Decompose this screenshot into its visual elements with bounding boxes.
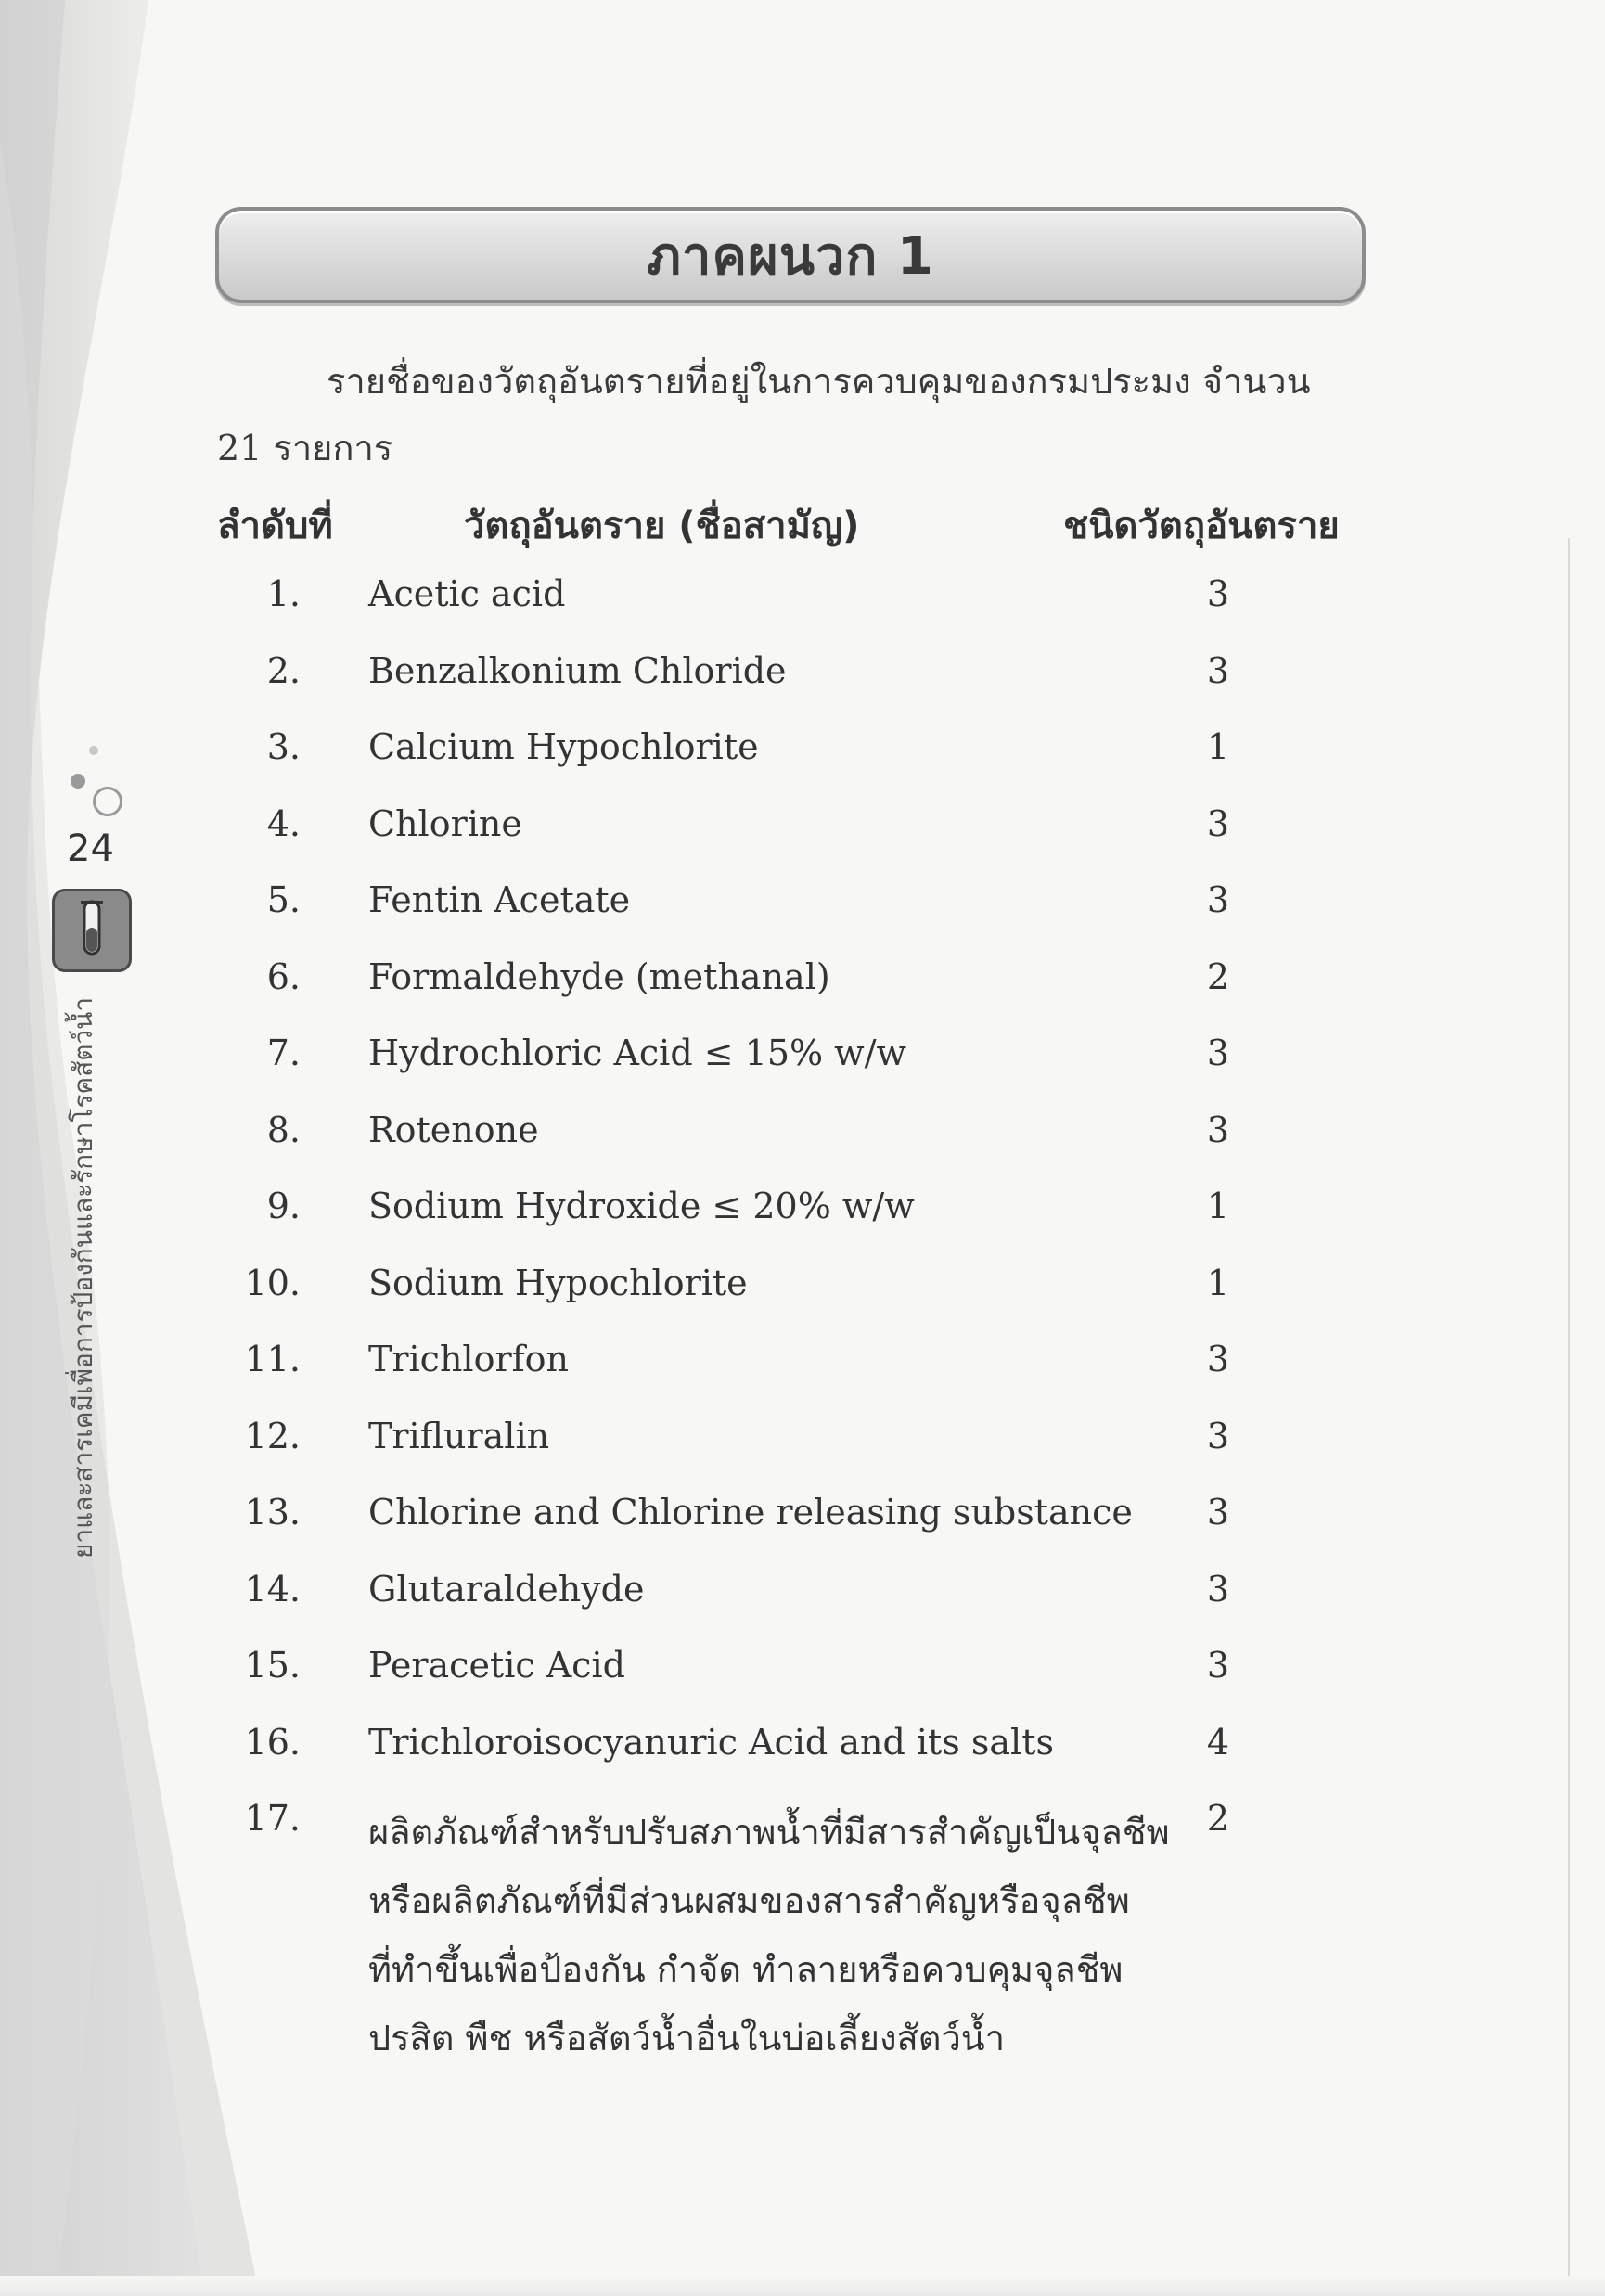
item-17-line: ที่ทำขึ้นเพื่อป้องกัน กำจัด ทำลายหรือควบคุมจุลชีพ bbox=[368, 1949, 1124, 1990]
item-type: 3 bbox=[1206, 573, 1230, 614]
item-type: 3 bbox=[1206, 879, 1230, 920]
item-name: Benzalkonium Chloride bbox=[368, 649, 787, 691]
item-number: 1. bbox=[266, 573, 301, 614]
item-number: 6. bbox=[266, 956, 301, 997]
item-type: 3 bbox=[1206, 1339, 1230, 1379]
item-name: Trichlorfon bbox=[368, 1339, 570, 1379]
item-number: 2. bbox=[266, 649, 301, 691]
item-number: 11. bbox=[244, 1339, 301, 1379]
list-item bbox=[0, 879, 1605, 956]
item-number: 13. bbox=[244, 1492, 301, 1533]
item-type: 3 bbox=[1206, 649, 1230, 691]
item-type: 2 bbox=[1206, 1798, 1230, 1839]
item-type: 2 bbox=[1206, 956, 1230, 997]
item-type: 3 bbox=[1206, 802, 1230, 844]
item-number: 17. bbox=[244, 1798, 301, 1839]
item-type: 1 bbox=[1206, 1262, 1230, 1303]
appendix-title-box bbox=[215, 207, 1366, 303]
list-item bbox=[0, 1033, 1605, 1110]
item-type: 3 bbox=[1206, 1415, 1230, 1456]
list-item bbox=[0, 650, 1605, 727]
item-name: Rotenone bbox=[368, 1109, 539, 1150]
list-item bbox=[0, 1722, 1605, 1799]
item-type: 3 bbox=[1206, 1033, 1230, 1073]
list-item bbox=[0, 1645, 1605, 1722]
list-item bbox=[0, 956, 1605, 1033]
item-name: Acetic acid bbox=[368, 573, 566, 614]
item-name: Glutaraldehyde bbox=[368, 1568, 645, 1610]
item-number: 3. bbox=[266, 726, 301, 767]
item-number: 5. bbox=[266, 879, 301, 920]
item-type: 1 bbox=[1206, 1186, 1230, 1226]
item-name: Sodium Hydroxide ≤ 20% w/w bbox=[368, 1186, 915, 1226]
item-number: 4. bbox=[266, 802, 301, 844]
item-17-line: หรือผลิตภัณฑ์ที่มีส่วนผสมของสารสำคัญหรือจุลชีพ bbox=[368, 1880, 1130, 1921]
list-item bbox=[0, 803, 1605, 880]
item-type: 3 bbox=[1206, 1109, 1230, 1150]
list-item bbox=[0, 1263, 1605, 1340]
column-header-order: ลำดับที่ bbox=[217, 505, 333, 547]
list-item bbox=[0, 1492, 1605, 1569]
hazard-list bbox=[0, 573, 1605, 1798]
page-title: ภาคผนวก 1 bbox=[647, 225, 934, 287]
page-number: 24 bbox=[67, 827, 114, 870]
item-name: Sodium Hypochlorite bbox=[368, 1262, 748, 1303]
list-item bbox=[0, 1110, 1605, 1186]
item-type: 1 bbox=[1206, 726, 1230, 767]
item-type: 3 bbox=[1206, 1568, 1230, 1610]
item-type: 3 bbox=[1206, 1492, 1230, 1533]
item-number: 12. bbox=[244, 1415, 301, 1456]
list-item bbox=[0, 573, 1605, 650]
item-17-line: ผลิตภัณฑ์สำหรับปรับสภาพน้ำที่มีสารสำคัญเป็นจุลชีพ bbox=[368, 1812, 1170, 1853]
item-type: 3 bbox=[1206, 1645, 1230, 1686]
list-item-17 bbox=[0, 1798, 1605, 2058]
item-number: 10. bbox=[244, 1262, 301, 1303]
column-header-type: ชนิดวัตถุอันตราย bbox=[1063, 505, 1340, 547]
item-number: 8. bbox=[266, 1109, 301, 1150]
item-name: Chlorine and Chlorine releasing substance bbox=[368, 1492, 1133, 1533]
item-number: 16. bbox=[244, 1721, 301, 1763]
list-item bbox=[0, 726, 1605, 803]
item-number: 9. bbox=[266, 1186, 301, 1226]
item-type: 4 bbox=[1206, 1721, 1230, 1763]
list-item bbox=[0, 1339, 1605, 1416]
item-number: 7. bbox=[266, 1033, 301, 1073]
item-name: Calcium Hypochlorite bbox=[368, 726, 759, 767]
item-name: Trifluralin bbox=[368, 1415, 550, 1456]
item-name: Peracetic Acid bbox=[368, 1645, 625, 1686]
list-item bbox=[0, 1569, 1605, 1646]
item-name: Trichloroisocyanuric Acid and its salts bbox=[368, 1721, 1054, 1763]
item-name: Formaldehyde (methanal) bbox=[368, 956, 830, 997]
item-17-line: ปรสิต พืช หรือสัตว์น้ำอื่นในบ่อเลี้ยงสัตว์น้ำ bbox=[368, 2018, 1006, 2059]
column-header-name: วัตถุอันตราย (ชื่อสามัญ) bbox=[464, 505, 860, 547]
item-name: Chlorine bbox=[368, 802, 522, 844]
item-name: Fentin Acetate bbox=[368, 879, 631, 920]
item-17-description bbox=[368, 1798, 1185, 2072]
intro-line-2: 21 รายการ bbox=[217, 428, 393, 468]
page-bottom-edge bbox=[0, 2276, 1605, 2296]
item-number: 15. bbox=[244, 1645, 301, 1686]
intro-line-1: รายชื่อของวัตถุอันตรายที่อยู่ในการควบคุมของกรมประมง จำนวน bbox=[327, 361, 1311, 402]
item-name: Hydrochloric Acid ≤ 15% w/w bbox=[368, 1033, 907, 1073]
item-number: 14. bbox=[244, 1568, 301, 1610]
list-item bbox=[0, 1416, 1605, 1493]
running-book-title: ยาและสารเคมีเพื่อการป้องกันและรักษาโรคสัตว์น้ำ bbox=[68, 997, 98, 1558]
list-item bbox=[0, 1186, 1605, 1263]
